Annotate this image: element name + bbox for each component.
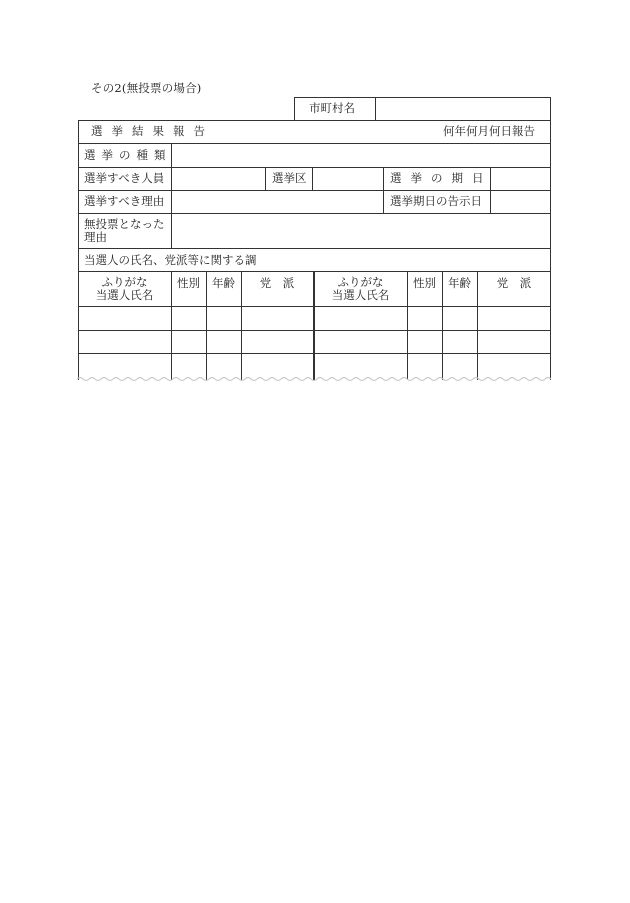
row-line: [78, 190, 551, 191]
municipality-label: 市町村名: [309, 101, 355, 115]
winner-sex-cell[interactable]: [173, 358, 204, 372]
winner-name-cell[interactable]: [316, 335, 405, 349]
cell-divider: [490, 167, 491, 213]
row-line: [78, 213, 551, 214]
municipality-divider: [375, 97, 376, 121]
header-age-left: 年齢: [212, 276, 235, 290]
header-age-right: 年齢: [448, 276, 471, 290]
winner-sex-cell[interactable]: [173, 335, 204, 349]
notice-date-field[interactable]: [495, 195, 545, 209]
election-date-field[interactable]: [495, 172, 545, 186]
election-type-label: 選挙の種類: [84, 148, 172, 162]
winner-sex-cell[interactable]: [409, 335, 440, 349]
reason-label: 選挙すべき理由: [84, 194, 165, 208]
winner-party-cell[interactable]: [479, 358, 549, 372]
winner-age-cell[interactable]: [208, 335, 239, 349]
uncontested-reason-label-line2: 理由: [84, 230, 107, 244]
winner-party-cell[interactable]: [243, 335, 311, 349]
header-sex-left: 性別: [177, 276, 200, 290]
winner-party-cell[interactable]: [479, 311, 549, 325]
municipality-field[interactable]: [380, 102, 545, 116]
reason-field[interactable]: [176, 195, 376, 209]
header-name-left: 当選人氏名: [95, 288, 154, 302]
winner-sex-cell[interactable]: [173, 311, 204, 325]
cell-divider: [383, 167, 384, 213]
winner-age-cell[interactable]: [208, 311, 239, 325]
row-line: [78, 248, 551, 249]
winner-party-cell[interactable]: [243, 358, 311, 372]
winner-party-cell[interactable]: [243, 311, 311, 325]
winner-name-cell[interactable]: [80, 358, 169, 372]
seats-label: 選挙すべき人員: [84, 171, 165, 185]
header-furigana-left: ふりがな: [101, 275, 148, 289]
winner-name-cell[interactable]: [316, 358, 405, 372]
winner-age-cell[interactable]: [208, 358, 239, 372]
form-caption: その2(無投票の場合): [91, 81, 202, 95]
winner-name-cell[interactable]: [316, 311, 405, 325]
winner-sex-cell[interactable]: [409, 358, 440, 372]
winner-age-cell[interactable]: [444, 335, 475, 349]
winner-age-cell[interactable]: [444, 311, 475, 325]
header-sex-right: 性別: [413, 276, 436, 290]
election-type-field[interactable]: [176, 149, 544, 163]
winner-sex-cell[interactable]: [409, 311, 440, 325]
uncontested-reason-field[interactable]: [176, 224, 544, 238]
row-line: [78, 167, 551, 168]
seats-field[interactable]: [176, 172, 261, 186]
notice-date-label: 選挙期日の告示日: [390, 194, 482, 208]
cell-divider: [265, 167, 266, 190]
winner-name-cell[interactable]: [80, 335, 169, 349]
winners-section-title: 当選人の氏名、党派等に関する調: [84, 253, 257, 267]
election-date-label: 選挙の期日: [390, 171, 493, 185]
district-field[interactable]: [317, 172, 379, 186]
header-furigana-right: ふりがな: [337, 275, 384, 289]
cell-divider: [312, 167, 313, 190]
winner-name-cell[interactable]: [80, 311, 169, 325]
winner-age-cell[interactable]: [444, 358, 475, 372]
header-party-left: 党 派: [259, 276, 295, 290]
district-label: 選挙区: [272, 171, 307, 185]
row-line: [78, 143, 551, 144]
report-date: 何年何月何日報告: [443, 124, 535, 138]
torn-edge: [77, 374, 553, 384]
header-name-right: 当選人氏名: [331, 288, 390, 302]
report-title: 選挙結果報告: [91, 124, 214, 138]
winner-party-cell[interactable]: [479, 335, 549, 349]
header-party-right: 党 派: [496, 276, 532, 290]
uncontested-reason-label-line1: 無投票となった: [84, 217, 165, 231]
